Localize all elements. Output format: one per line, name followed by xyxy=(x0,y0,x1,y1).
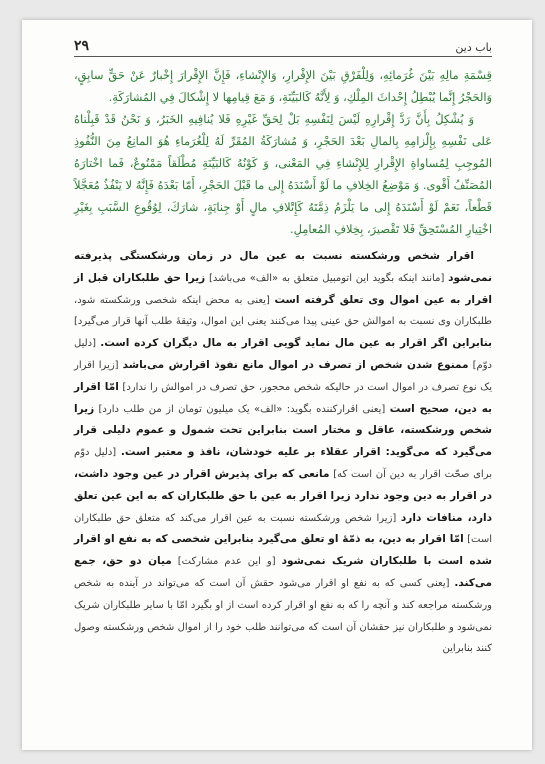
text-run: [زیرا اقرار یک نوع تصرف در اموال است در حالیکه شخص محجور، حق تصرف در اموالش را ندارد] xyxy=(74,359,492,393)
bold-text-run: زیرا شخص ورشکسته، عاقل و مختار است بنابراین تحت شمول و عموم دلیلی قرار می‌گیرد که می‌گوید: اقرار عقلاء بر علیه خودشان، نافذ و معتبر است. xyxy=(74,402,493,459)
book-page xyxy=(22,20,532,750)
page-header xyxy=(74,34,492,57)
page-body xyxy=(74,64,492,660)
arabic-paragraph: قِسْمَةِ مالِهِ بَيْنَ غُرَمائِهِ، وَلِلْفَرْقِ بَيْنَ الإِقْرارِ، وَالإِنْشاءِ، فَإِنَّ الإِقْرارَ إِخْبارٌ عَنْ حَقٍّ سابِقٍ، وَالحَجْرُ إِنَّما يُبْطِلُ إِحْداثَ المِلْكِ، وَ لِأَنَّهُ كَالبَيِّنَةِ، وَ مَعَ قِيامِها لا إِشْكالَ فِي المُشارَكَةِ. xyxy=(74,68,492,104)
bold-text-run: امّا اقرار به دین، به ذمّهٔ او تعلق می‌گیرد بنابراین شخصی که به نفع او اقرار شده است با طلبکاران شریک نمی‌شود xyxy=(74,533,492,568)
bold-text-run: مانعی که برای پذیرش اقرار در عین وجود داشت، در اقرار به دین وجود ندارد زیرا اقرار به عین با حق طلبکاران که به این عین تعلق دارد، منافات دارد xyxy=(74,467,492,524)
persian-commentary xyxy=(74,246,492,660)
text-run: [زیرا شخص ورشکسته نسبت به عین اقرار می‌کند که متعلق حق طلبکاران است] xyxy=(74,512,492,546)
page-number: ۲۹ xyxy=(74,38,90,54)
text-run: [دلیل دوّم] xyxy=(74,338,492,371)
bold-text-run: زیرا حق طلبکاران قبل از اقرار به عین اموال وی تعلق گرفته است xyxy=(74,271,492,306)
text-run: [یعنی کسی که به نفع او اقرار می‌شود حقش آن است که می‌تواند در آینده به شخص ورشکسته مراجعه کند و آنچه را که به نفع او اقرار کرده است از او بگیرد امّا با سایر طلبکاران شریک نمی‌شود و طلبکاران نیز حقشان آن است که می‌توانند طلب خود را از اموال شخص ورشکسته وصول کنند بنابراین xyxy=(74,577,492,655)
text-run: [و این عدم مشارکت] xyxy=(171,556,282,568)
bold-text-run: میان دو حق، جمع می‌کند. xyxy=(74,555,492,589)
persian-paragraph xyxy=(74,246,492,660)
arabic-paragraph: وَ يُشْكِلُ بِأَنَّ رَدَّ إِقْرارِهِ لَيْسَ لِنَفْسِهِ بَلْ لِحَقِّ غَيْرِهِ فَلا يُنافِيهِ الخَبَرُ، وَ نَحْنُ قَدْ قَبِلْناهُ عَلى نَفْسِهِ بِإِلْزامِهِ بِالمالِ بَعْدَ الحَجْرِ، وَ مُشارَكَةُ المُقَرِّ لَهُ لِلْغُرَماءِ هُوَ المانِعُ مِنَ النُّفُوذِ المُوجِبِ لِمُساواةِ الإِقْرارِ لِلإِنْشاءِ فِي المَعْنى، وَ كَوْنُهُ كَالبَيِّنَةِ مُطْلَقاً مَمْنُوعٌ، فَما اخْتارَهُ المُصَنِّفُ أَقْوى. وَ مَوْضِعُ الخِلافِ ما لَوْ أَسْنَدَهُ إِلى ما قَبْلَ الحَجْرِ، أَمّا بَعْدَهُ فَإِنَّهُ لا يَنْفُذُ مُعَجَّلاً قَطْعاً، نَعَمْ لَوْ أَسْنَدَهُ إِلى ما يَلْزَمُ ذِمَّتَهُ كَإِتْلافِ مالٍ أَوْ جِنايَةٍ، شارَكَ، لِوُقُوعِ السَّبَبِ بِغَيْرِ اخْتِيارِ المُسْتَحِقِّ فَلا تَقْصيرَ، بِخِلافِ المُعامِلِ. xyxy=(74,112,492,236)
bold-text-run: اقرار شخص ورشکسته نسبت به عین مال در زمان ورشکستگی پذیرفته نمی‌شود xyxy=(74,250,492,284)
bold-text-run: ممنوع شدن شخص از تصرف در اموال مانع نفوذ اقرارش می‌باشد xyxy=(122,358,469,371)
text-run: [یعنی به محض اینکه شخصی ورشکسته شود، طلبکاران وی نسبت به اموالش حق عینی پیدا می‌کنند یعنی این اموال، وثیقهٔ طلب آنها قرار می‌گیرد] xyxy=(74,294,492,328)
bold-text-run: امّا اقرار به دین، صحیح است xyxy=(74,380,493,415)
text-run: [یعنی اقرارکننده بگوید: «الف» یک میلیون تومان از من طلب دارد] xyxy=(94,403,390,415)
text-run: [مانند اینکه بگوید این اتومبیل متعلق به «الف» می‌باشد] xyxy=(205,272,449,284)
book-title: باب دین xyxy=(455,41,492,54)
text-run: [دلیل دوّم برای صحّت اقرار به دین آن است که] xyxy=(74,447,493,480)
arabic-text xyxy=(74,64,492,240)
bold-text-run: بنابراین اگر اقرار به عین مال نماید گویی اقرار به مال دیگران کرده است. xyxy=(100,337,492,350)
